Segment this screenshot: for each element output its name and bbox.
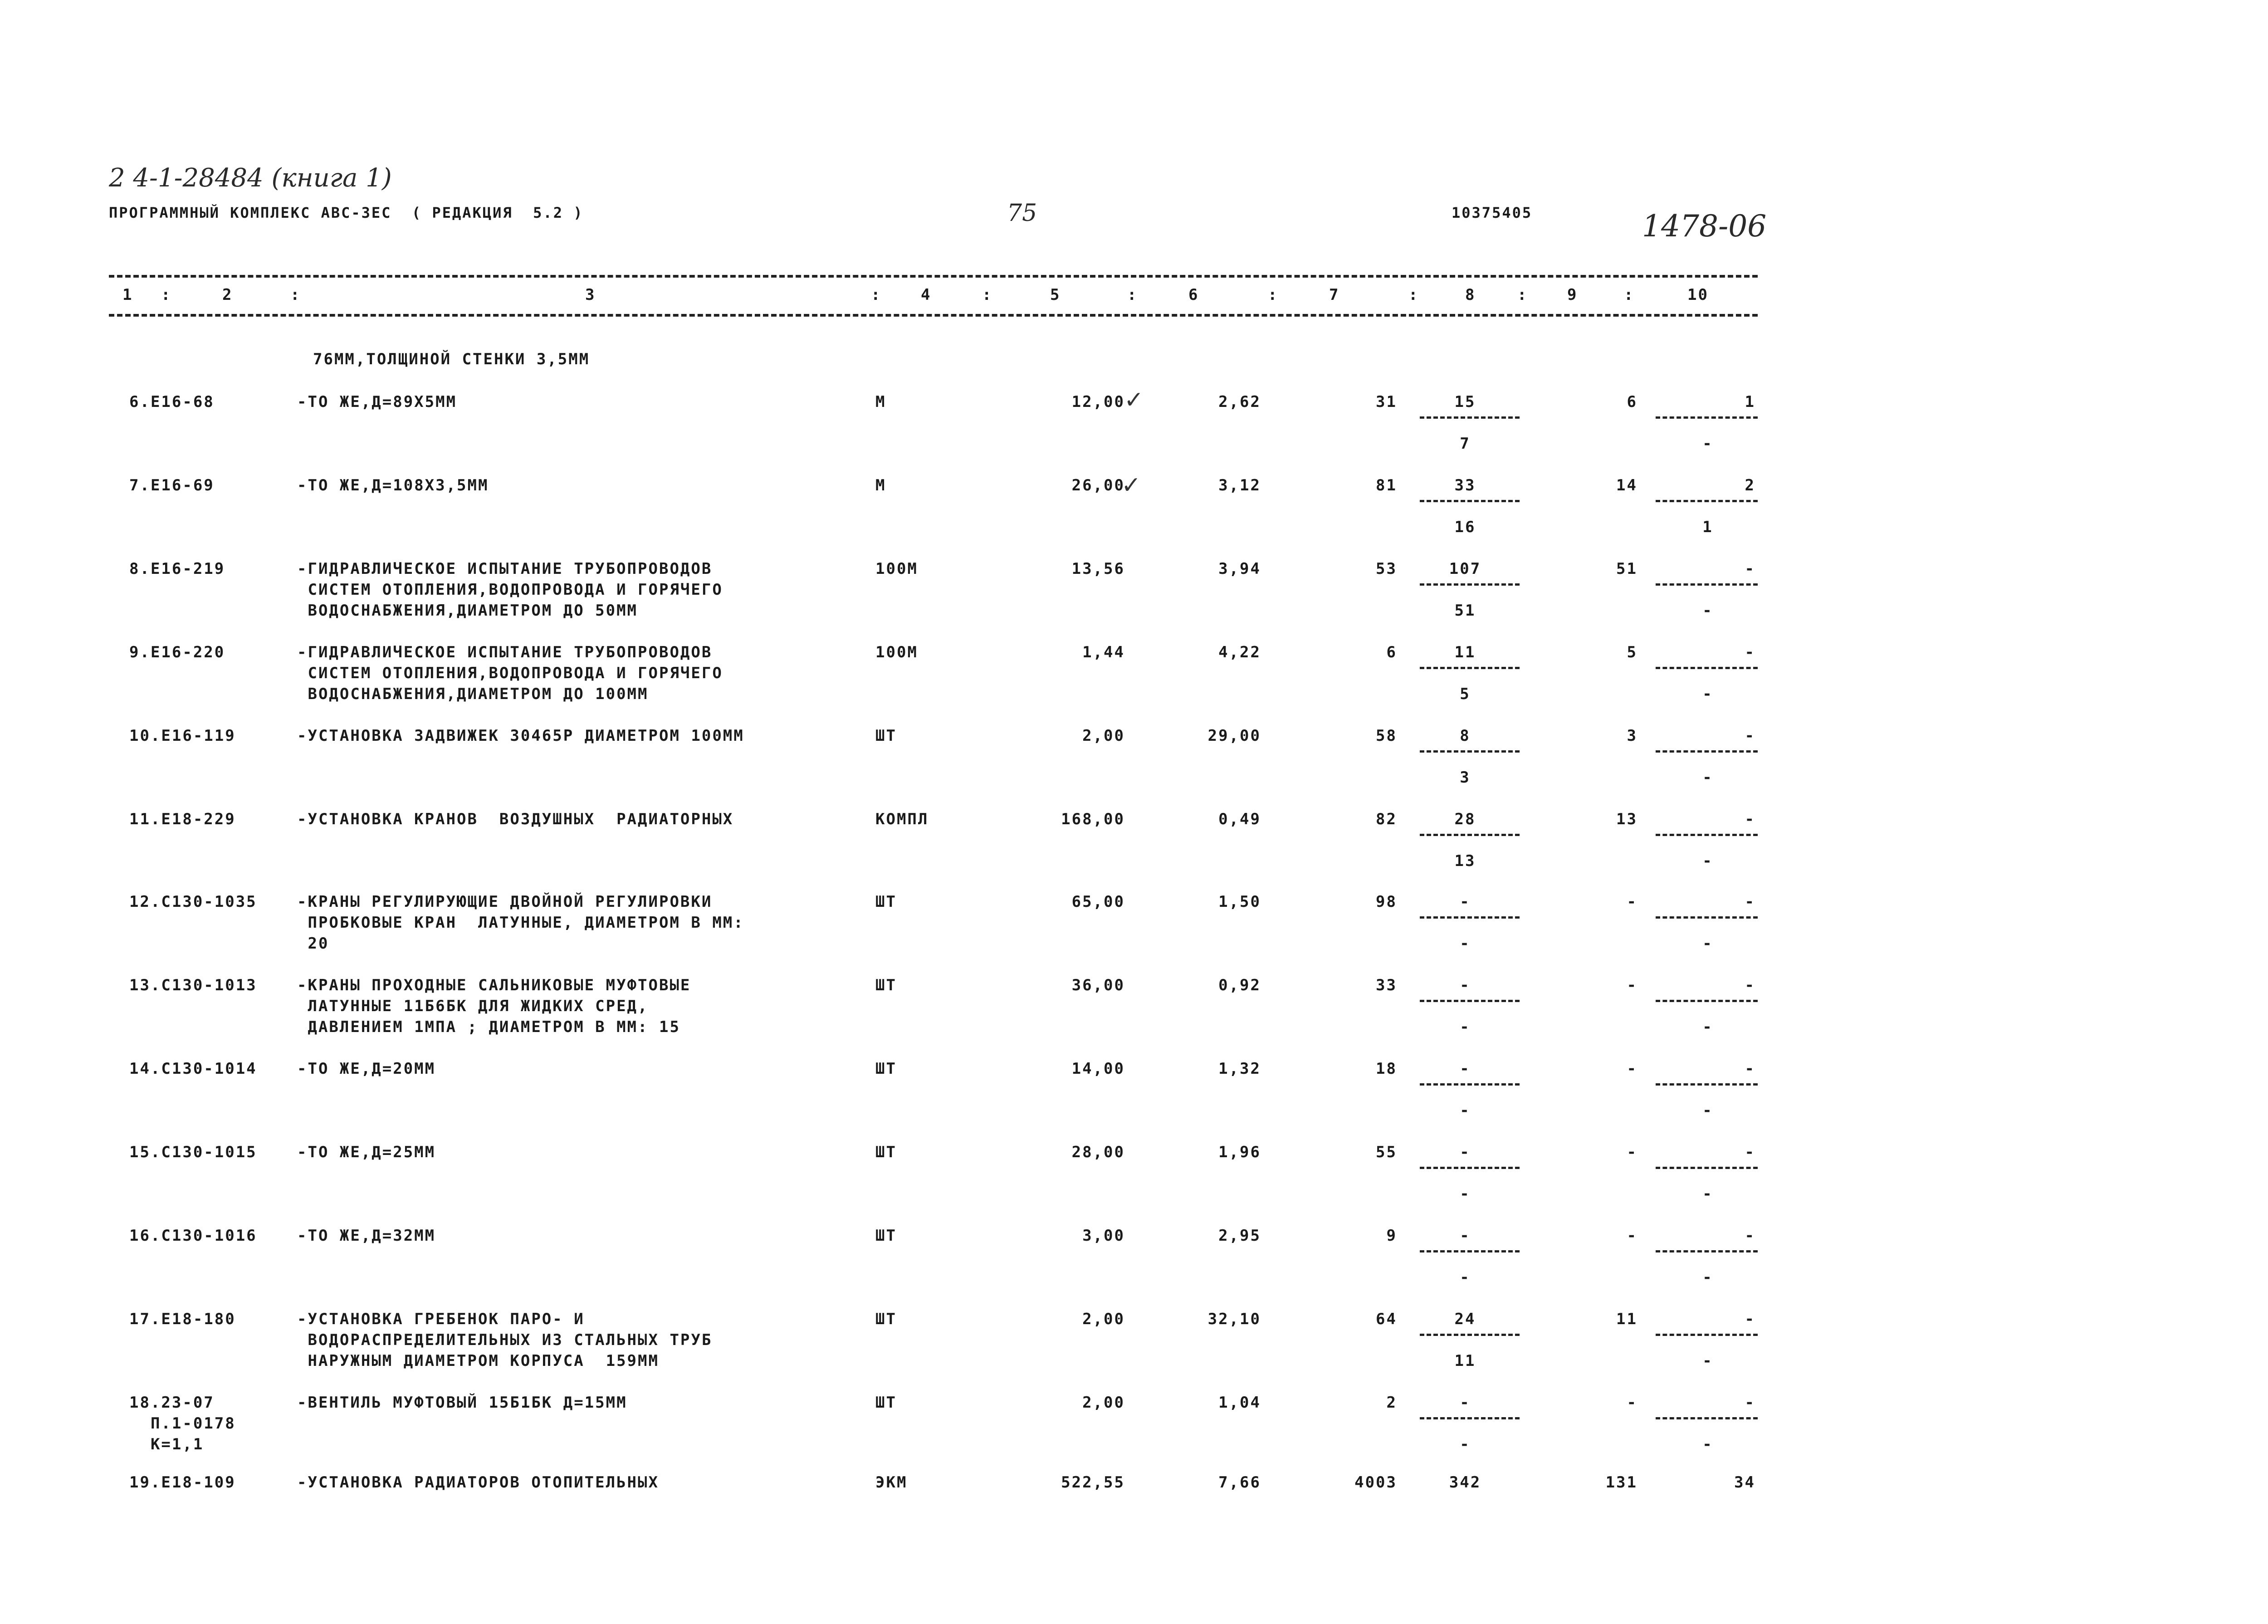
column-header-label: 4 xyxy=(921,286,932,304)
col8-subvalue: - xyxy=(1460,1185,1471,1203)
quantity: 28,00 xyxy=(1071,1143,1125,1161)
handwritten-ref: 1478-06 xyxy=(1642,209,1767,244)
column-header-label: 6 xyxy=(1188,286,1199,304)
column-header-label: : xyxy=(1127,286,1138,304)
item-code: 12.С130-1035 xyxy=(129,893,257,911)
col9-value: 51 xyxy=(1616,560,1637,578)
unit: ШТ xyxy=(875,893,897,911)
col8-value: 33 xyxy=(1454,476,1476,494)
col10-value: - xyxy=(1745,1394,1755,1412)
col10-value: - xyxy=(1745,976,1755,994)
item-code: 7.Е16-69 xyxy=(129,476,215,494)
col10-value: 1 xyxy=(1745,393,1755,411)
total-cost: 2 xyxy=(1386,1394,1397,1412)
item-code: 18.23-07 xyxy=(129,1394,215,1412)
col8-divider xyxy=(1420,1250,1520,1252)
column-header-label: : xyxy=(290,286,301,304)
item-code: К=1,1 xyxy=(129,1435,204,1453)
item-description: -ВЕНТИЛЬ МУФТОВЫЙ 15Б1БК Д=15ММ xyxy=(297,1394,627,1412)
col10-value: - xyxy=(1745,1310,1755,1328)
column-header-label: 9 xyxy=(1567,286,1578,304)
col10-subvalue: - xyxy=(1702,1268,1713,1286)
col8-subvalue: 11 xyxy=(1454,1352,1476,1370)
col10-subvalue: - xyxy=(1702,602,1713,620)
header-top-rule xyxy=(109,275,1758,278)
quantity: 1,44 xyxy=(1082,643,1125,661)
total-cost: 9 xyxy=(1386,1227,1397,1245)
column-header-label: : xyxy=(1268,286,1279,304)
item-description: -УСТАНОВКА ЗАДВИЖЕК 30465Р ДИАМЕТРОМ 100ММ xyxy=(297,727,744,745)
doc-number: 10375405 xyxy=(1452,204,1533,221)
total-cost: 82 xyxy=(1376,810,1397,828)
col8-divider xyxy=(1420,1167,1520,1169)
item-description: -КРАНЫ ПРОХОДНЫЕ САЛЬНИКОВЫЕ МУФТОВЫЕ xyxy=(297,976,691,994)
total-cost: 18 xyxy=(1376,1060,1397,1078)
item-code: 8.Е16-219 xyxy=(129,560,225,578)
item-description: ЛАТУННЫЕ 11Б6БК ДЛЯ ЖИДКИХ СРЕД, xyxy=(297,997,649,1015)
quantity: 2,00 xyxy=(1082,1394,1125,1412)
col10-subvalue: - xyxy=(1702,1018,1713,1036)
item-code: 10.Е16-119 xyxy=(129,727,236,745)
total-cost: 81 xyxy=(1376,476,1397,494)
unit-price: 4,22 xyxy=(1218,643,1261,661)
item-description: -ГИДРАВЛИЧЕСКОЕ ИСПЫТАНИЕ ТРУБОПРОВОДОВ xyxy=(297,643,713,661)
column-header-label: : xyxy=(1517,286,1528,304)
item-code: 19.Е18-109 xyxy=(129,1473,236,1492)
continuation-line: 76ММ,ТОЛЩИНОЙ СТЕНКИ 3,5ММ xyxy=(313,350,590,368)
item-code: 13.С130-1013 xyxy=(129,976,257,994)
item-description: -ГИДРАВЛИЧЕСКОЕ ИСПЫТАНИЕ ТРУБОПРОВОДОВ xyxy=(297,560,713,578)
col10-subvalue: - xyxy=(1702,852,1713,870)
col8-value: 15 xyxy=(1454,393,1476,411)
item-description: -ТО ЖЕ,Д=89Х5ММ xyxy=(297,393,457,411)
unit-price: 29,00 xyxy=(1207,727,1261,745)
item-description: -ТО ЖЕ,Д=25ММ xyxy=(297,1143,436,1161)
col9-value: - xyxy=(1627,976,1637,994)
item-description: -УСТАНОВКА КРАНОВ ВОЗДУШНЫХ РАДИАТОРНЫХ xyxy=(297,810,734,828)
col8-value: 28 xyxy=(1454,810,1476,828)
item-description: ВОДОРАСПРЕДЕЛИТЕЛЬНЫХ ИЗ СТАЛЬНЫХ ТРУБ xyxy=(297,1331,713,1349)
quantity: 3,00 xyxy=(1082,1227,1125,1245)
quantity: 36,00 xyxy=(1071,976,1125,994)
unit-price: 2,62 xyxy=(1218,393,1261,411)
column-header-label: : xyxy=(982,286,993,304)
col10-subvalue: - xyxy=(1702,934,1713,953)
unit-price: 1,96 xyxy=(1218,1143,1261,1161)
col8-divider xyxy=(1420,834,1520,836)
col10-value: - xyxy=(1745,810,1755,828)
total-cost: 58 xyxy=(1376,727,1397,745)
unit-price: 1,50 xyxy=(1218,893,1261,911)
col8-value: 107 xyxy=(1449,560,1481,578)
col8-value: - xyxy=(1460,1143,1471,1161)
item-code: 11.Е18-229 xyxy=(129,810,236,828)
program-line: ПРОГРАММНЫЙ КОМПЛЕКС АВС-ЗЕС ( РЕДАКЦИЯ 5.2 ) xyxy=(109,204,584,221)
unit: 100М xyxy=(875,643,918,661)
col10-value: - xyxy=(1745,1227,1755,1245)
col8-value: - xyxy=(1460,1394,1471,1412)
col10-value: - xyxy=(1745,893,1755,911)
col8-subvalue: - xyxy=(1460,1101,1471,1120)
col8-value: 24 xyxy=(1454,1310,1476,1328)
column-header-label: 10 xyxy=(1687,286,1709,304)
item-description: -УСТАНОВКА РАДИАТОРОВ ОТОПИТЕЛЬНЫХ xyxy=(297,1473,659,1492)
column-header-label: : xyxy=(161,286,172,304)
total-cost: 55 xyxy=(1376,1143,1397,1161)
col9-value: - xyxy=(1627,893,1637,911)
col9-value: 3 xyxy=(1627,727,1637,745)
col10-subvalue: - xyxy=(1702,435,1713,453)
item-description: СИСТЕМ ОТОПЛЕНИЯ,ВОДОПРОВОДА И ГОРЯЧЕГО xyxy=(297,581,723,599)
col10-subvalue: - xyxy=(1702,1435,1713,1453)
item-code: 14.С130-1014 xyxy=(129,1060,257,1078)
item-description: СИСТЕМ ОТОПЛЕНИЯ,ВОДОПРОВОДА И ГОРЯЧЕГО xyxy=(297,664,723,682)
quantity: 14,00 xyxy=(1071,1060,1125,1078)
column-header-label: 2 xyxy=(222,286,233,304)
total-cost: 53 xyxy=(1376,560,1397,578)
col10-value: - xyxy=(1745,560,1755,578)
total-cost: 64 xyxy=(1376,1310,1397,1328)
total-cost: 98 xyxy=(1376,893,1397,911)
total-cost: 4003 xyxy=(1354,1473,1397,1492)
col8-subvalue: 3 xyxy=(1460,768,1471,787)
col8-value: 342 xyxy=(1449,1473,1481,1492)
checkmark-icon: ✓ xyxy=(1124,386,1144,414)
col8-subvalue: 13 xyxy=(1454,852,1476,870)
unit: 100М xyxy=(875,560,918,578)
col8-value: 8 xyxy=(1460,727,1471,745)
column-header-label: 8 xyxy=(1465,286,1476,304)
col8-divider xyxy=(1420,500,1520,502)
col10-value: - xyxy=(1745,1143,1755,1161)
quantity: 2,00 xyxy=(1082,727,1125,745)
header-bottom-rule xyxy=(109,314,1758,317)
col8-subvalue: 5 xyxy=(1460,685,1471,703)
col10-divider xyxy=(1656,1167,1758,1169)
col8-value: - xyxy=(1460,893,1471,911)
unit: ШТ xyxy=(875,1394,897,1412)
total-cost: 6 xyxy=(1386,643,1397,661)
column-header-label: : xyxy=(871,286,882,304)
unit-price: 3,12 xyxy=(1218,476,1261,494)
unit-price: 0,92 xyxy=(1218,976,1261,994)
item-description: -ТО ЖЕ,Д=108Х3,5ММ xyxy=(297,476,489,494)
item-description: -ТО ЖЕ,Д=32ММ xyxy=(297,1227,436,1245)
col10-value: - xyxy=(1745,1060,1755,1078)
unit-price: 3,94 xyxy=(1218,560,1261,578)
quantity: 12,00 xyxy=(1071,393,1125,411)
col10-subvalue: - xyxy=(1702,685,1713,703)
quantity: 13,56 xyxy=(1071,560,1125,578)
col10-value: 34 xyxy=(1734,1473,1755,1492)
quantity: 65,00 xyxy=(1071,893,1125,911)
col10-subvalue: - xyxy=(1702,768,1713,787)
item-description: ВОДОСНАБЖЕНИЯ,ДИАМЕТРОМ ДО 50ММ xyxy=(297,602,638,620)
col8-value: 11 xyxy=(1454,643,1476,661)
col8-subvalue: - xyxy=(1460,1018,1471,1036)
item-description: ДАВЛЕНИЕМ 1МПА ; ДИАМЕТРОМ В ММ: 15 xyxy=(297,1018,680,1036)
item-description: ВОДОСНАБЖЕНИЯ,ДИАМЕТРОМ ДО 100ММ xyxy=(297,685,649,703)
item-description: -УСТАНОВКА ГРЕБЕНОК ПАРО- И xyxy=(297,1310,585,1328)
col8-subvalue: 51 xyxy=(1454,602,1476,620)
col10-value: - xyxy=(1745,643,1755,661)
quantity: 2,00 xyxy=(1082,1310,1125,1328)
col10-divider xyxy=(1656,416,1758,419)
unit: ШТ xyxy=(875,1310,897,1328)
unit-price: 7,66 xyxy=(1218,1473,1261,1492)
unit: КОМПЛ xyxy=(875,810,929,828)
col10-subvalue: - xyxy=(1702,1352,1713,1370)
unit: ШТ xyxy=(875,1143,897,1161)
col10-subvalue: - xyxy=(1702,1101,1713,1120)
unit: ШТ xyxy=(875,976,897,994)
col8-divider xyxy=(1420,1083,1520,1086)
col9-value: - xyxy=(1627,1143,1637,1161)
page-number: 75 xyxy=(1007,200,1037,227)
total-cost: 33 xyxy=(1376,976,1397,994)
col9-value: 131 xyxy=(1605,1473,1637,1492)
col10-divider xyxy=(1656,1000,1758,1002)
col10-divider xyxy=(1656,750,1758,753)
col8-divider xyxy=(1420,916,1520,919)
quantity: 168,00 xyxy=(1061,810,1125,828)
item-code: П.1-0178 xyxy=(129,1414,236,1433)
item-code: 6.Е16-68 xyxy=(129,393,215,411)
col8-subvalue: - xyxy=(1460,1268,1471,1286)
col10-value: 2 xyxy=(1745,476,1755,494)
unit-price: 0,49 xyxy=(1218,810,1261,828)
unit: М xyxy=(875,393,886,411)
col10-subvalue: - xyxy=(1702,1185,1713,1203)
col10-divider xyxy=(1656,1083,1758,1086)
handwritten-code: 2 4-1-28484 (книга 1) xyxy=(109,163,392,193)
column-header-label: 5 xyxy=(1050,286,1061,304)
col8-subvalue: - xyxy=(1460,934,1471,953)
unit: ШТ xyxy=(875,1060,897,1078)
col8-divider xyxy=(1420,1417,1520,1419)
col10-divider xyxy=(1656,1417,1758,1419)
col8-value: - xyxy=(1460,1060,1471,1078)
item-description: ПРОБКОВЫЕ КРАН ЛАТУННЫЕ, ДИАМЕТРОМ В ММ: xyxy=(297,914,744,932)
unit-price: 1,04 xyxy=(1218,1394,1261,1412)
checkmark-icon: ✓ xyxy=(1121,472,1141,499)
item-description: НАРУЖНЫМ ДИАМЕТРОМ КОРПУСА 159ММ xyxy=(297,1352,659,1370)
col8-divider xyxy=(1420,750,1520,753)
unit: ЭКМ xyxy=(875,1473,908,1492)
col9-value: 11 xyxy=(1616,1310,1637,1328)
unit-price: 2,95 xyxy=(1218,1227,1261,1245)
column-header-label: : xyxy=(1624,286,1635,304)
item-description: -КРАНЫ РЕГУЛИРУЮЩИЕ ДВОЙНОЙ РЕГУЛИРОВКИ xyxy=(297,893,713,911)
column-header-label: : xyxy=(1408,286,1419,304)
col10-subvalue: 1 xyxy=(1702,518,1713,536)
unit-price: 32,10 xyxy=(1207,1310,1261,1328)
item-description: 20 xyxy=(297,934,329,953)
col10-divider xyxy=(1656,667,1758,669)
col8-divider xyxy=(1420,416,1520,419)
item-code: 9.Е16-220 xyxy=(129,643,225,661)
col9-value: 5 xyxy=(1627,643,1637,661)
col10-value: - xyxy=(1745,727,1755,745)
col9-value: - xyxy=(1627,1060,1637,1078)
col8-subvalue: 16 xyxy=(1454,518,1476,536)
col10-divider xyxy=(1656,834,1758,836)
col9-value: 13 xyxy=(1616,810,1637,828)
col10-divider xyxy=(1656,500,1758,502)
quantity: 26,00 xyxy=(1071,476,1125,494)
col10-divider xyxy=(1656,1250,1758,1252)
col8-value: - xyxy=(1460,976,1471,994)
col8-subvalue: - xyxy=(1460,1435,1471,1453)
column-header-label: 3 xyxy=(585,286,596,304)
quantity: 522,55 xyxy=(1061,1473,1125,1492)
item-code: 17.Е18-180 xyxy=(129,1310,236,1328)
column-header-label: 1 xyxy=(122,286,133,304)
col10-divider xyxy=(1656,916,1758,919)
item-code: 15.С130-1015 xyxy=(129,1143,257,1161)
column-header-label: 7 xyxy=(1329,286,1340,304)
unit-price: 1,32 xyxy=(1218,1060,1261,1078)
total-cost: 31 xyxy=(1376,393,1397,411)
col8-value: - xyxy=(1460,1227,1471,1245)
col9-value: 14 xyxy=(1616,476,1637,494)
unit: М xyxy=(875,476,886,494)
col10-divider xyxy=(1656,1334,1758,1336)
col9-value: - xyxy=(1627,1227,1637,1245)
item-description: -ТО ЖЕ,Д=20ММ xyxy=(297,1060,436,1078)
col8-divider xyxy=(1420,1334,1520,1336)
unit: ШТ xyxy=(875,1227,897,1245)
col8-divider xyxy=(1420,583,1520,586)
col8-divider xyxy=(1420,1000,1520,1002)
col9-value: - xyxy=(1627,1394,1637,1412)
col9-value: 6 xyxy=(1627,393,1637,411)
item-code: 16.С130-1016 xyxy=(129,1227,257,1245)
col8-subvalue: 7 xyxy=(1460,435,1471,453)
unit: ШТ xyxy=(875,727,897,745)
col10-divider xyxy=(1656,583,1758,586)
col8-divider xyxy=(1420,667,1520,669)
